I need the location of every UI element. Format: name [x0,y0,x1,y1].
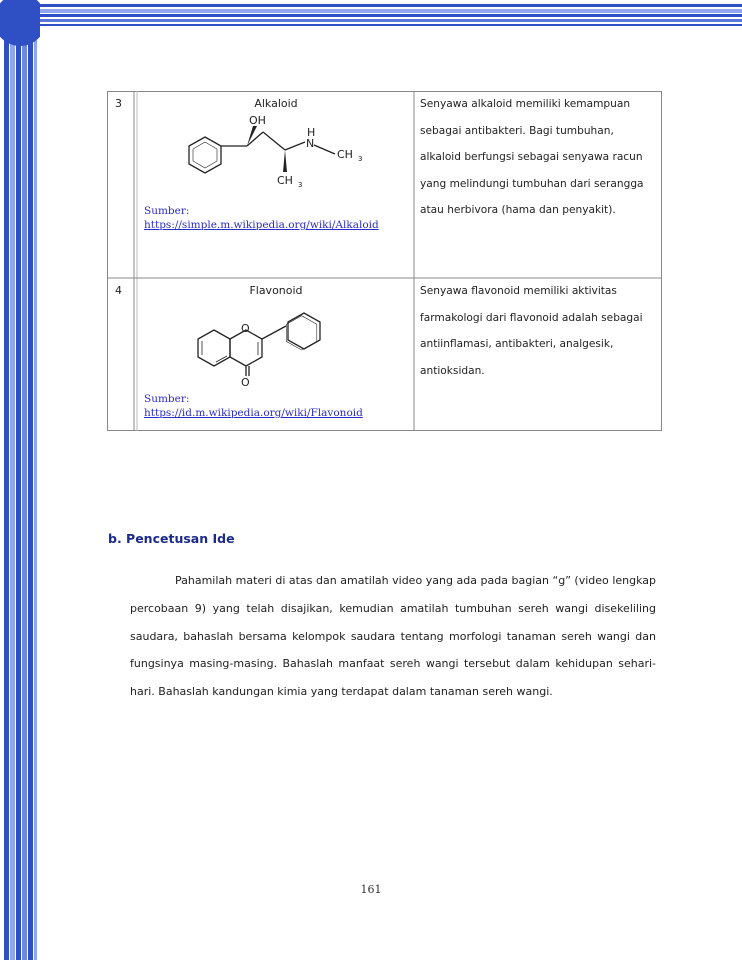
structure-label: 3 [298,181,303,189]
compound-description: Senyawa flavonoid memiliki aktivitas farmakologi dari flavonoid adalah sebagai antiinflamasi, antibakteri, analgesik, antioksidan. [420,285,643,377]
source-label: Sumber: [144,205,190,217]
structure-label: CH [337,148,353,161]
compound-description: Senyawa alkaloid memiliki kemampuan sebagai antibakteri. Bagi tumbuhan, alkaloid berfungsi sebagai senyawa racun yang melindungi tumbuhan dari serangga atau herbivora (hama dan penyakit). [420,98,644,216]
section-heading: b. Pencetusan Ide [108,531,235,546]
top-border-decoration [0,0,742,30]
structure-label: CH [277,174,293,187]
section-paragraph: Pahamilah materi di atas dan amatilah video yang ada pada bagian “g” (video lengkap percobaan 9) yang telah disajikan, kemudian amatilah tumbuhan sereh wangi disekeliling saudara, bahaslah bersama kelompok saudara tentang morfologi tanaman sereh wangi dan fungsinya masing-masing. Bahaslah manfaat sereh wangi tersebut dalam kehidupan sehari-hari. Bahaslah kandungan kimia yang terdapat dalam tanaman sereh wangi. [130,574,656,699]
source-label: Sumber: [144,393,190,405]
flavonoid-structure-image [190,302,370,387]
alkaloid-structure-image [175,112,375,194]
table-row-number: 3 [115,97,122,110]
structure-label: OH [249,114,266,127]
structure-label: O [241,376,250,387]
page-number: 161 [360,883,382,896]
compound-name: Flavonoid [249,284,303,297]
structure-label: O [241,322,250,335]
structure-label: 3 [358,155,363,163]
left-border-decoration [0,0,40,960]
source-link[interactable]: https://simple.m.wikipedia.org/wiki/Alkaloid [144,219,379,231]
structure-label: H [307,126,316,139]
table-row-number: 4 [115,284,122,297]
structure-label: N [306,137,315,150]
source-link[interactable]: https://id.m.wikipedia.org/wiki/Flavonoid [144,407,363,419]
compound-name: Alkaloid [254,97,298,110]
